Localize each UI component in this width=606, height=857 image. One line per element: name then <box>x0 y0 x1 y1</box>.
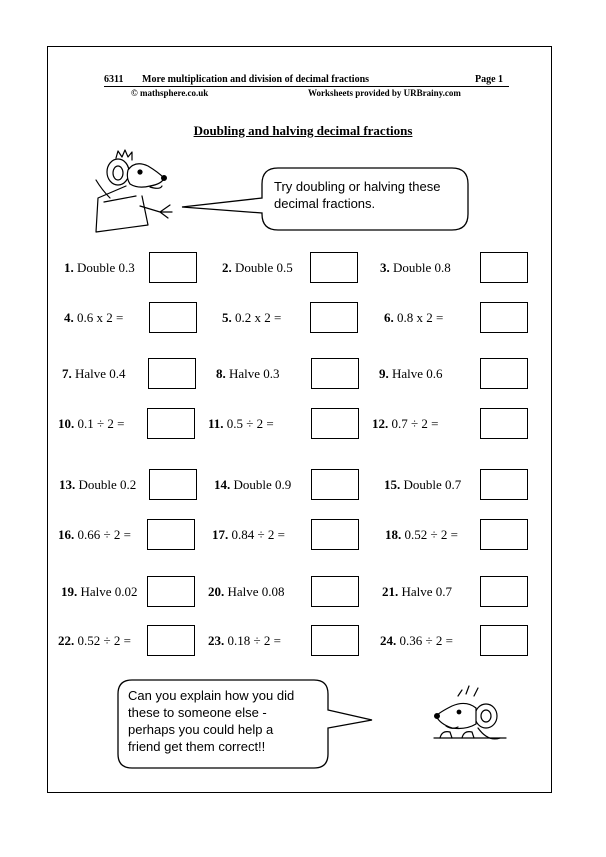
question-number: 11. <box>208 416 224 431</box>
question-1 <box>64 260 135 276</box>
question-number: 22. <box>58 633 75 648</box>
copyright-text: © mathsphere.co.uk <box>131 88 209 98</box>
question-number: 7. <box>62 366 72 381</box>
question-text: Halve 0.4 <box>71 366 126 381</box>
question-16 <box>58 527 131 543</box>
answer-box-15[interactable] <box>480 469 528 500</box>
answer-box-18[interactable] <box>480 519 528 550</box>
question-text: Double 0.2 <box>75 477 137 492</box>
question-text: 0.8 x 2 = <box>393 310 444 325</box>
answer-box-6[interactable] <box>480 302 528 333</box>
question-text: Halve 0.08 <box>224 584 285 599</box>
question-number: 10. <box>58 416 75 431</box>
question-24 <box>380 633 453 649</box>
question-number: 23. <box>208 633 225 648</box>
question-text: Halve 0.6 <box>388 366 443 381</box>
question-20 <box>208 584 285 600</box>
question-number: 4. <box>64 310 74 325</box>
question-21 <box>382 584 452 600</box>
question-number: 18. <box>385 527 402 542</box>
question-10 <box>58 416 124 432</box>
page-title: Doubling and halving decimal fractions <box>193 123 413 138</box>
question-text: Halve 0.7 <box>398 584 453 599</box>
question-text: 0.52 ÷ 2 = <box>74 633 131 648</box>
answer-box-10[interactable] <box>147 408 195 439</box>
question-9 <box>379 366 443 382</box>
question-number: 3. <box>380 260 390 275</box>
provider-text: Worksheets provided by URBrainy.com <box>308 88 461 98</box>
question-text: Halve 0.3 <box>225 366 280 381</box>
answer-box-8[interactable] <box>311 358 359 389</box>
answer-box-22[interactable] <box>147 625 195 656</box>
question-number: 5. <box>222 310 232 325</box>
question-number: 1. <box>64 260 74 275</box>
question-8 <box>216 366 280 382</box>
answer-box-17[interactable] <box>311 519 359 550</box>
question-text: 0.52 ÷ 2 = <box>401 527 458 542</box>
question-text: 0.66 ÷ 2 = <box>74 527 131 542</box>
answer-box-2[interactable] <box>310 252 358 283</box>
answer-box-12[interactable] <box>480 408 528 439</box>
question-text: 0.2 x 2 = <box>231 310 282 325</box>
page-number: Page 1 <box>475 74 504 85</box>
question-15 <box>384 477 461 493</box>
question-13 <box>59 477 136 493</box>
answer-box-24[interactable] <box>480 625 528 656</box>
question-number: 6. <box>384 310 394 325</box>
answer-box-16[interactable] <box>147 519 195 550</box>
question-7 <box>62 366 126 382</box>
question-text: 0.18 ÷ 2 = <box>224 633 281 648</box>
question-text: 0.36 ÷ 2 = <box>396 633 453 648</box>
answer-box-1[interactable] <box>149 252 197 283</box>
answer-box-5[interactable] <box>310 302 358 333</box>
question-text: 0.5 ÷ 2 = <box>223 416 274 431</box>
question-number: 20. <box>208 584 225 599</box>
question-2 <box>222 260 293 276</box>
question-text: 0.1 ÷ 2 = <box>74 416 125 431</box>
outro-bubble-text: Can you explain how you did these to someone else - perhaps you could help a friend get them correct!! <box>128 688 295 754</box>
question-number: 8. <box>216 366 226 381</box>
answer-box-19[interactable] <box>147 576 195 607</box>
question-number: 12. <box>372 416 389 431</box>
question-number: 15. <box>384 477 401 492</box>
intro-bubble-text: Try doubling or halving these decimal fractions. <box>274 179 441 211</box>
question-11 <box>208 416 274 432</box>
question-number: 19. <box>61 584 78 599</box>
question-number: 9. <box>379 366 389 381</box>
question-text: 0.84 ÷ 2 = <box>228 527 285 542</box>
question-19 <box>61 584 138 600</box>
question-4 <box>64 310 123 326</box>
question-number: 21. <box>382 584 399 599</box>
question-number: 13. <box>59 477 76 492</box>
answer-box-3[interactable] <box>480 252 528 283</box>
question-17 <box>212 527 285 543</box>
answer-box-23[interactable] <box>311 625 359 656</box>
answer-box-4[interactable] <box>149 302 197 333</box>
question-text: Double 0.5 <box>231 260 293 275</box>
question-text: Double 0.7 <box>400 477 462 492</box>
question-6 <box>384 310 443 326</box>
question-number: 2. <box>222 260 232 275</box>
answer-box-7[interactable] <box>148 358 196 389</box>
question-text: Halve 0.02 <box>77 584 138 599</box>
question-18 <box>385 527 458 543</box>
question-3 <box>380 260 451 276</box>
answer-box-11[interactable] <box>311 408 359 439</box>
question-12 <box>372 416 438 432</box>
question-number: 16. <box>58 527 75 542</box>
question-text: Double 0.3 <box>73 260 135 275</box>
question-23 <box>208 633 281 649</box>
worksheet-heading: More multiplication and division of decimal fractions <box>142 74 370 85</box>
question-text: Double 0.8 <box>389 260 451 275</box>
question-text: 0.7 ÷ 2 = <box>388 416 439 431</box>
question-14 <box>214 477 291 493</box>
question-22 <box>58 633 131 649</box>
answer-box-20[interactable] <box>311 576 359 607</box>
answer-box-14[interactable] <box>311 469 359 500</box>
question-5 <box>222 310 281 326</box>
question-text: 0.6 x 2 = <box>73 310 124 325</box>
answer-box-13[interactable] <box>149 469 197 500</box>
answer-box-21[interactable] <box>480 576 528 607</box>
question-number: 17. <box>212 527 229 542</box>
question-number: 14. <box>214 477 231 492</box>
question-text: Double 0.9 <box>230 477 292 492</box>
question-number: 24. <box>380 633 397 648</box>
answer-box-9[interactable] <box>480 358 528 389</box>
worksheet-code: 6311 <box>104 74 124 85</box>
